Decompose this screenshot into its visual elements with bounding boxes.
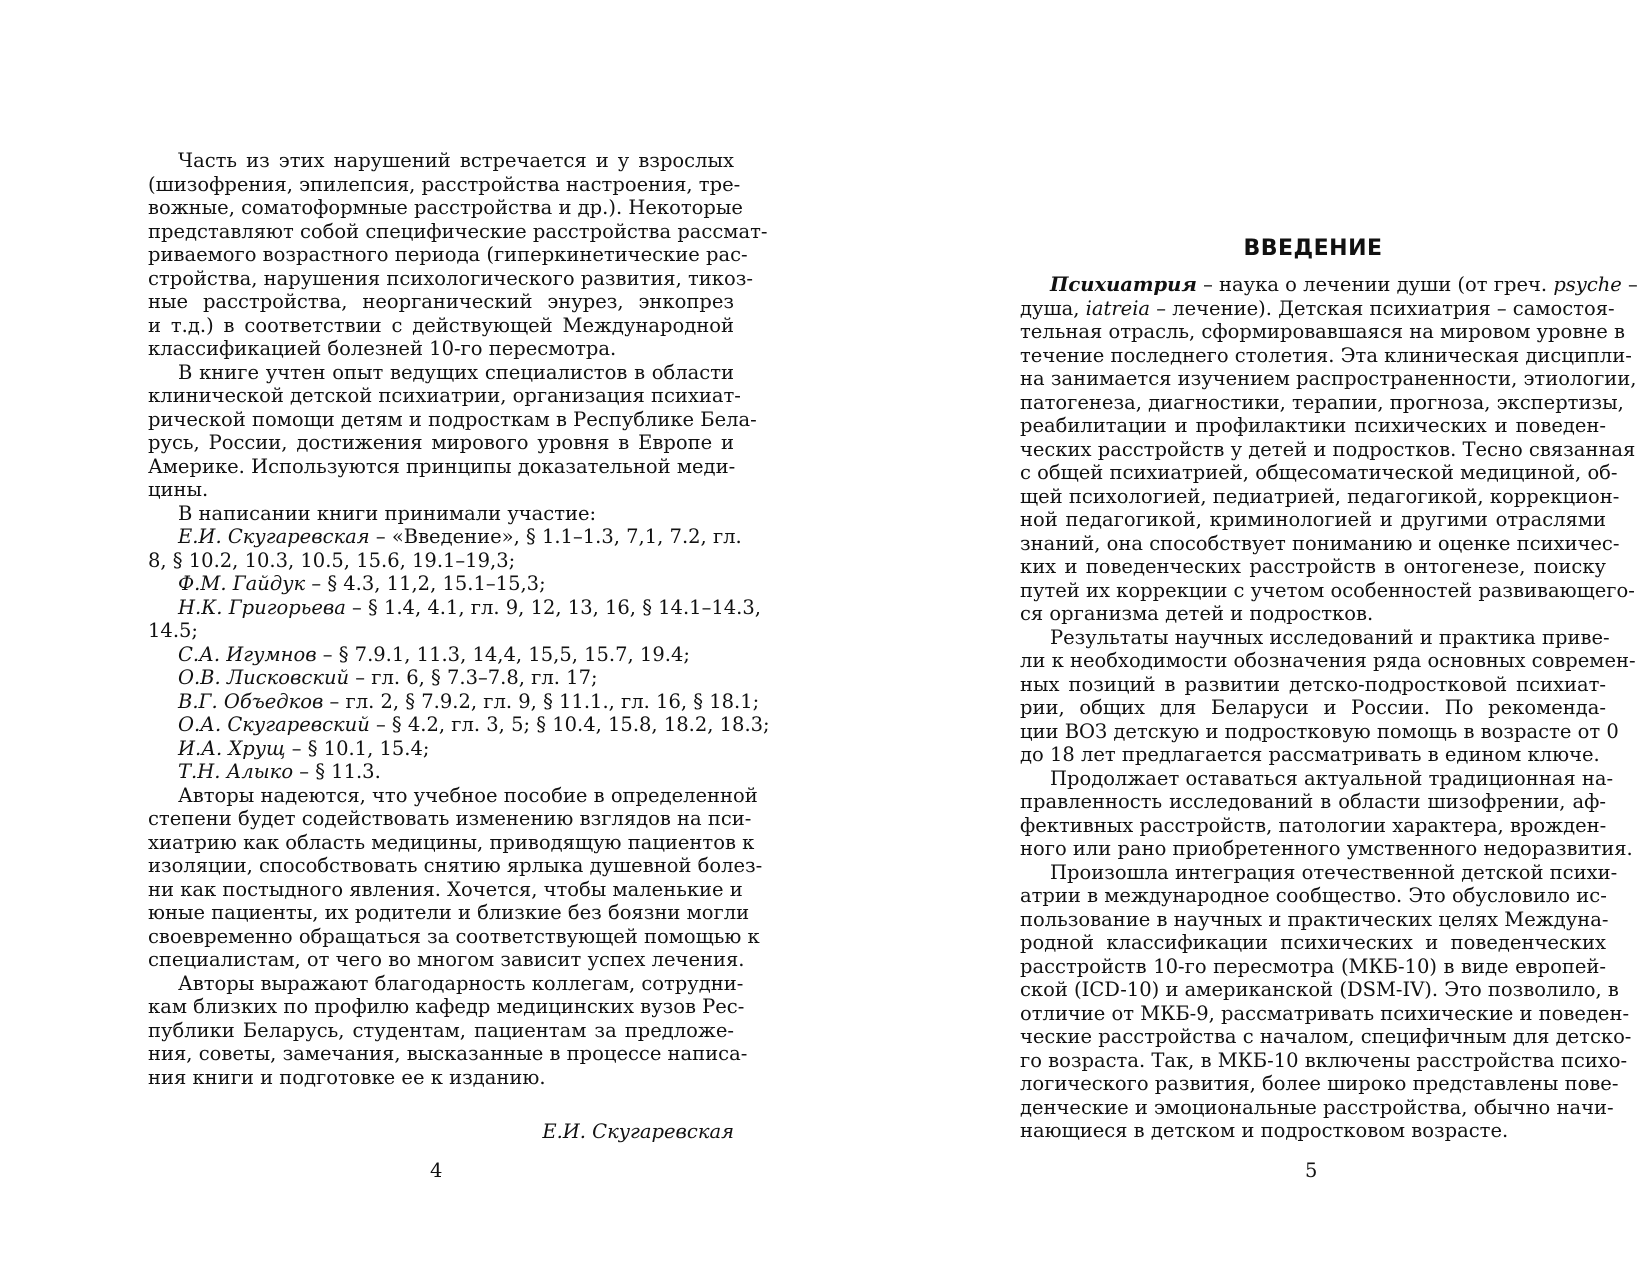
text-line: течение последнего столетия. Эта клиническая дисципли- (1020, 343, 1632, 367)
text-line: ся организма детей и подростков. (1020, 602, 1374, 625)
text-line: ния, советы, замечания, высказанные в процессе написа- (148, 1042, 748, 1065)
text-line: цины. (148, 478, 209, 501)
author-name: В.Г. Объедков (178, 689, 324, 713)
text-line: И.А. Хрущ – § 10.1, 15.4; (178, 736, 430, 760)
text-line: Т.Н. Алыко – § 11.3. (178, 760, 381, 783)
author-name: О.А. Скугаревский (178, 713, 370, 736)
text-line: С.А. Игумнов – § 7.9.1, 11.3, 14,4, 15,5, 15.7, 19.4; (178, 642, 690, 666)
text-line: ческих расстройств у детей и подростков. Тесно связанная (1020, 437, 1636, 461)
author-name: Ф.М. Гайдук (178, 572, 306, 595)
text-line: Америке. Используются принципы доказательной меди- (148, 454, 736, 478)
right-body-text (1020, 273, 1638, 1143)
author-name: О.В. Лисковский (178, 666, 350, 689)
text-line: ной педагогикой, криминологией и другими отраслями (1020, 508, 1606, 531)
text-line: кам близких по профилю кафедр медицинских вузов Рес- (148, 995, 745, 1018)
author-name: Т.Н. Алыко (178, 760, 294, 783)
text-line: Часть из этих нарушений встречается и у взрослых (178, 149, 734, 172)
text-line: на занимается изучением распространенности, этиологии, (1020, 367, 1637, 390)
text-line: ли к необходимости обозначения ряда основных современ- (1020, 649, 1636, 672)
text-line: Авторы выражают благодарность коллегам, сотрудни- (178, 971, 744, 995)
text-line: вожные, соматоформные расстройства и др.). Некоторые (148, 196, 743, 219)
text-line: Ф.М. Гайдук – § 4.3, 11,2, 15.1–15,3; (178, 572, 546, 595)
text-line: атрии в международное сообщество. Это обусловило ис- (1020, 884, 1607, 907)
text-line: с общей психиатрией, общесоматической медициной, об- (1020, 461, 1618, 484)
text-line: 14.5; (148, 619, 198, 642)
greek-term: psyche (1553, 273, 1622, 296)
text-line: публики Беларусь, студентам, пациентам за предложе- (148, 1018, 734, 1042)
author-name: И.А. Хрущ (178, 736, 286, 760)
text-line: риваемого возрастного периода (гиперкинетические рас- (148, 243, 748, 266)
text-line: го возраста. Так, в МКБ-10 включены расстройства психо- (1020, 1048, 1628, 1072)
text-line: ской (ICD-10) и американской (DSM-IV). Это позволило, в (1020, 978, 1619, 1001)
text-line: ких и поведенческих расстройств в онтогенезе, поиску (1020, 555, 1606, 578)
text-line: рической помощи детям и подросткам в Республике Бела- (148, 407, 757, 431)
page-number-right: 5 (1305, 1159, 1318, 1182)
left-body-text (148, 149, 770, 1089)
intro-second-line: душа, iatreia – лечение). Детская психиатрия – самостоя- (1020, 296, 1615, 320)
left-page (0, 0, 825, 1275)
defined-term: Психиатрия (1050, 273, 1197, 296)
text-line: О.В. Лисковский – гл. 6, § 7.3–7.8, гл. 17; (178, 666, 598, 689)
text-line: представляют собой специфические расстройства рассмат- (148, 219, 768, 243)
text-line: своевременно обращаться за соответствующей помощью к (148, 924, 760, 948)
text-line: Результаты научных исследований и практика приве- (1050, 625, 1610, 649)
text-line: В.Г. Объедков – гл. 2, § 7.9.2, гл. 9, § 11.1., гл. 16, § 18.1; (178, 689, 760, 713)
text-line: путей их коррекции с учетом особенностей развивающего- (1020, 578, 1635, 602)
text-line: логического развития, более широко представлены пове- (1020, 1072, 1619, 1095)
text-line: тельная отрасль, сформировавшаяся на мировом уровне в (1020, 320, 1625, 343)
text-line: русь, России, достижения мирового уровня в Европе и (148, 431, 734, 454)
text-line: рии, общих для Беларуси и России. По рекоменда- (1020, 696, 1606, 719)
text-line: патогенеза, диагностики, терапии, прогноза, экспертизы, (1020, 390, 1624, 414)
text-line: реабилитации и профилактики психических и поведен- (1020, 414, 1606, 437)
text-line: 8, § 10.2, 10.3, 10.5, 15.6, 19.1–19,3; (148, 548, 516, 572)
text-line: денческие и эмоциональные расстройства, обычно начи- (1020, 1095, 1614, 1119)
text-line: и т.д.) в соответствии с действующей Международной (148, 313, 734, 337)
text-line: правленность исследований в области шизофрении, аф- (1020, 790, 1606, 813)
signature: Е.И. Скугаревская (542, 1120, 734, 1143)
text-line: Авторы надеются, что учебное пособие в определенной (178, 783, 758, 807)
text-line: до 18 лет предлагается рассматривать в едином ключе. (1020, 743, 1600, 766)
text-line: (шизофрения, эпилепсия, расстройства настроения, тре- (148, 172, 741, 196)
text-line: ные расстройства, неорганический энурез, энкопрез (148, 290, 734, 313)
text-line: Е.И. Скугаревская – «Введение», § 1.1–1.3, 7,1, 7.2, гл. (178, 525, 742, 548)
text-line: отличие от МКБ-9, рассматривать психические и поведен- (1020, 1001, 1630, 1025)
page-number-left: 4 (430, 1159, 443, 1182)
chapter-heading: ВВЕДЕНИЕ (1243, 236, 1383, 261)
text-line: ного или рано приобретенного умственного недоразвития. (1020, 837, 1633, 860)
text-line: Продолжает оставаться актуальной традиционная на- (1050, 766, 1614, 790)
text-line: клинической детской психиатрии, организация психиат- (148, 384, 741, 407)
text-line: О.А. Скугаревский – § 4.2, гл. 3, 5; § 10.4, 15.8, 18.2, 18.3; (178, 713, 770, 736)
text-line: нающиеся в детском и подростковом возрасте. (1020, 1119, 1509, 1142)
text-line: степени будет содействовать изменению взглядов на пси- (148, 807, 752, 830)
text-line: ных позиций в развитии детско-подростковой психиат- (1020, 672, 1606, 696)
text-line: стройства, нарушения психологического развития, тикоз- (148, 266, 753, 290)
text-line: Произошла интеграция отечественной детской психи- (1050, 860, 1618, 884)
right-body-lines (1020, 320, 1637, 1143)
text-line: изоляции, способствовать снятию ярлыка душевной болез- (148, 854, 763, 877)
text-line: специалистам, от чего во многом зависит успех лечения. (148, 948, 745, 971)
right-page (825, 0, 1651, 1275)
text-line: ни как постыдного явления. Хочется, чтобы маленькие и (148, 877, 743, 901)
text-line: ческие расстройства с началом, специфичным для детско- (1020, 1025, 1632, 1048)
intro-first-line: Психиатрия – наука о лечении души (от греч. psyche – (1050, 273, 1638, 296)
text-line: щей психологией, педиатрией, педагогикой, коррекцион- (1020, 484, 1620, 508)
text-line: Н.К. Григорьева – § 1.4, 4.1, гл. 9, 12, 13, 16, § 14.1–14.3, (178, 595, 761, 619)
author-name: Е.И. Скугаревская (178, 525, 370, 548)
greek-term: iatreia (1085, 296, 1151, 320)
text-line: родной классификации психических и поведенческих (1020, 931, 1606, 954)
text-line: юные пациенты, их родители и близкие без боязни могли (148, 901, 750, 924)
text-line: хиатрию как область медицины, приводящую пациентов к (148, 830, 755, 854)
author-name: С.А. Игумнов (178, 642, 317, 666)
text-line: ции ВОЗ детскую и подростковую помощь в возрасте от 0 (1020, 719, 1619, 743)
text-line: фективных расстройств, патологии характера, врожден- (1020, 813, 1607, 837)
text-line: знаний, она способствует пониманию и оценке психичес- (1020, 531, 1620, 555)
text-line: В книге учтен опыт ведущих специалистов в области (178, 360, 734, 384)
author-name: Н.К. Григорьева (178, 595, 346, 619)
text-line: ния книги и подготовке ее к изданию. (148, 1065, 546, 1089)
text-line: расстройств 10-го пересмотра (МКБ-10) в виде европей- (1020, 954, 1606, 978)
text-line: В написании книги принимали участие: (178, 501, 597, 525)
text-line: классификацией болезней 10-го пересмотра. (148, 337, 617, 360)
text-line: пользование в научных и практических целях Междуна- (1020, 907, 1609, 931)
